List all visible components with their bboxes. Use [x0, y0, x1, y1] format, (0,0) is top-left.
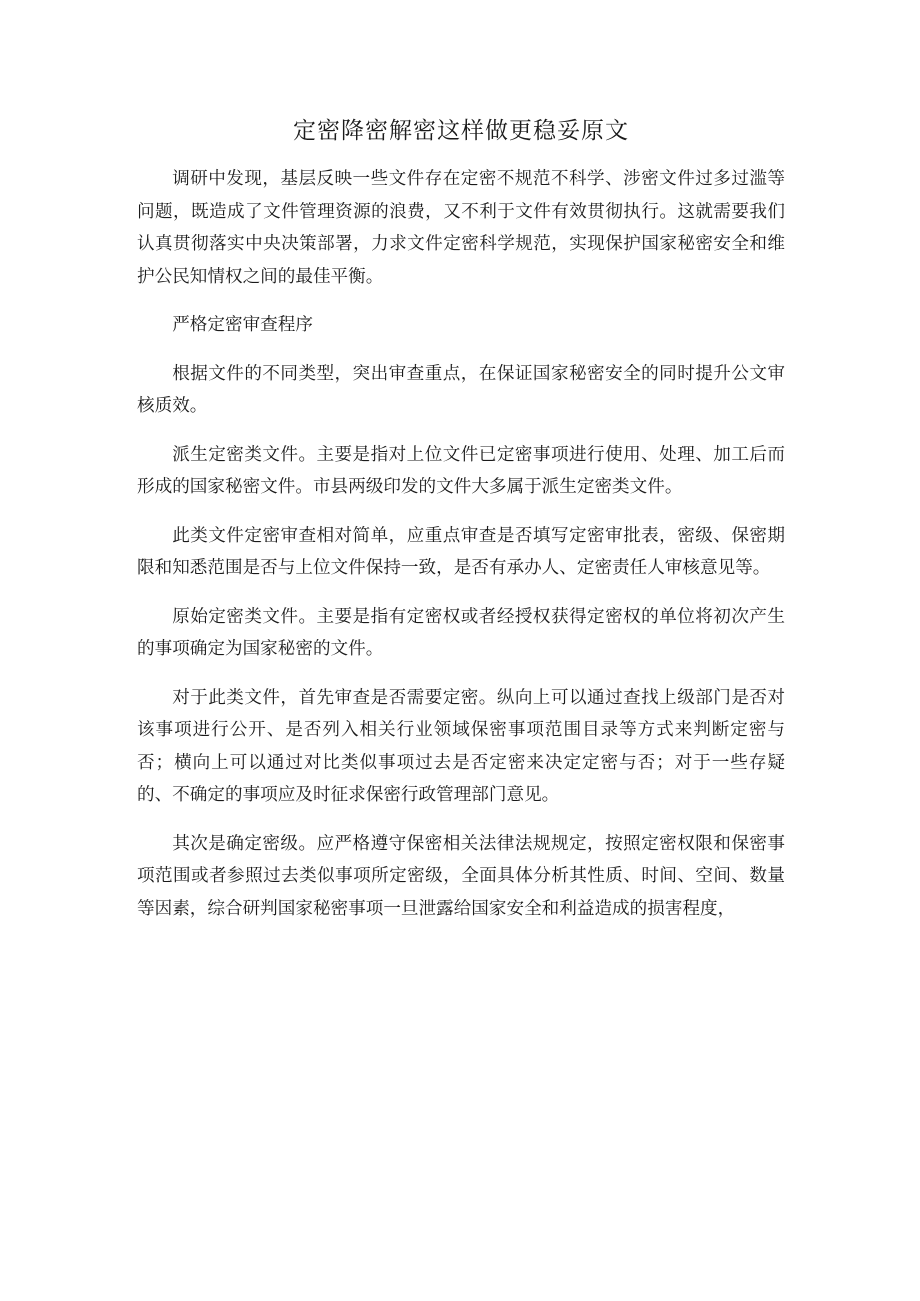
- paragraph: 原始定密类文件。主要是指有定密权或者经授权获得定密权的单位将初次产生的事项确定为国家秘密的文件。: [137, 606, 785, 659]
- paragraph: 对于此类文件，首先审查是否需要定密。纵向上可以通过查找上级部门是否对该事项进行公开、是否列入相关行业领域保密事项范围目录等方式来判断定密与否；横向上可以通过对比类似事项过去是否定密来决定定密与否；对于一些存疑的、不确定的事项应及时征求保密行政管理部门意见。: [137, 687, 785, 805]
- paragraph: 根据文件的不同类型，突出审查重点，在保证国家秘密安全的同时提升公文审核质效。: [137, 363, 785, 416]
- paragraph: 派生定密类文件。主要是指对上位文件已定密事项进行使用、处理、加工后而形成的国家秘密文件。市县两级印发的文件大多属于派生定密类文件。: [137, 444, 785, 497]
- paragraph: 此类文件定密审查相对简单，应重点审查是否填写定密审批表，密级、保密期限和知悉范围是否与上位文件保持一致，是否有承办人、定密责任人审核意见等。: [137, 525, 785, 578]
- document-body: [137, 113, 785, 941]
- paragraph: 其次是确定密级。应严格遵守保密相关法律法规规定，按照定密权限和保密事项范围或者参照过去类似事项所定密级，全面具体分析其性质、时间、空间、数量等因素，综合研判国家秘密事项一旦泄露给国家安全和利益造成的损害程度，: [137, 833, 785, 919]
- document-title: 定密降密解密这样做更稳妥原文: [293, 118, 629, 144]
- paragraph-intro: 调研中发现，基层反映一些文件存在定密不规范不科学、涉密文件过多过滥等问题，既造成了文件管理资源的浪费，又不利于文件有效贯彻执行。这就需要我们认真贯彻落实中央决策部署，力求文件定密科学规范，实现保护国家秘密安全和维护公民知情权之间的最佳平衡。: [137, 169, 785, 287]
- section-heading: 严格定密审查程序: [172, 315, 313, 335]
